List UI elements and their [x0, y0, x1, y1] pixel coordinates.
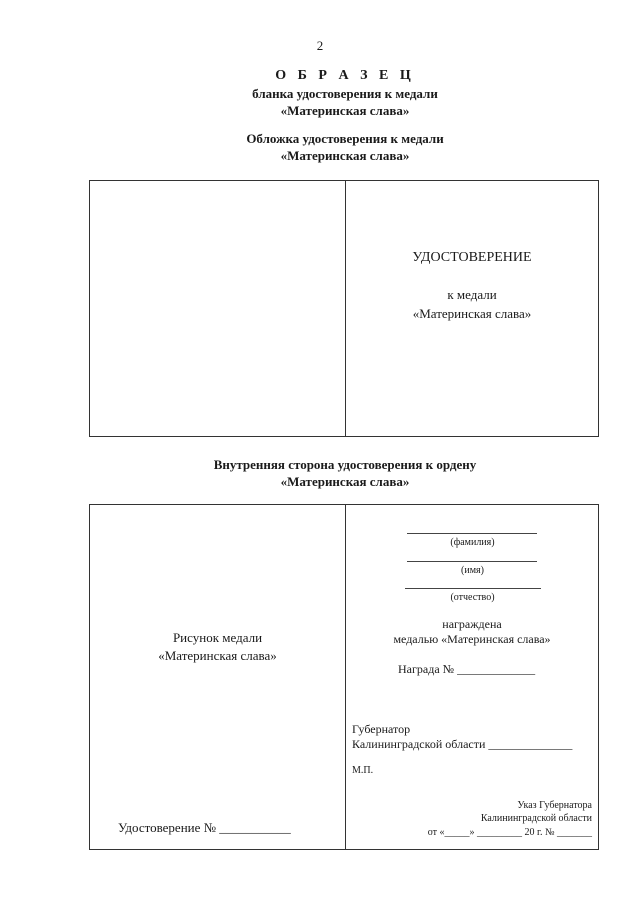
award-number: Награда № _____________	[398, 662, 536, 676]
title-line-1: бланка удостоверения к медали	[252, 86, 438, 101]
inner-heading-line-1: Внутренняя сторона удостоверения к ордену	[213, 457, 477, 472]
surname-line	[407, 533, 537, 534]
name-line	[407, 561, 537, 562]
cover-line-2: «Материнская слава»	[412, 306, 532, 321]
inner-divider	[345, 504, 346, 849]
awarded-text: награждена	[442, 617, 502, 631]
inner-heading-line-2: «Материнская слава»	[280, 474, 410, 489]
page-number: 2	[316, 38, 324, 53]
stamp-place: М.П.	[352, 765, 374, 776]
surname-caption: (фамилия)	[450, 537, 495, 548]
cover-heading-line-1: Обложка удостоверения к медали	[246, 131, 444, 146]
governor-region: Калининградской области ______________	[352, 737, 573, 751]
governor-title: Губернатор	[352, 722, 411, 736]
patronymic-caption: (отчество)	[450, 592, 495, 603]
title-line-2: «Материнская слава»	[280, 103, 410, 118]
name-caption: (имя)	[461, 565, 484, 576]
inner-box	[89, 504, 599, 850]
medal-image-label-1: Рисунок медали	[172, 630, 263, 645]
decree-line-2: Калининградской области	[480, 813, 592, 824]
cover-title: УДОСТОВЕРЕНИЕ	[412, 250, 532, 265]
document-title: О Б Р А З Е Ц	[275, 68, 415, 83]
decree-line-1: Указ Губернатора	[517, 800, 592, 811]
cover-heading-line-2: «Материнская слава»	[280, 148, 410, 163]
medal-image-label-2: «Материнская слава»	[158, 648, 277, 663]
certificate-number: Удостоверение № ___________	[118, 820, 291, 835]
decree-line-3: от «_____» _________ 20 г. № _______	[427, 827, 592, 838]
medal-text: медалью «Материнская слава»	[393, 632, 551, 646]
cover-line-1: к медали	[447, 287, 497, 302]
patronymic-line	[405, 588, 541, 589]
